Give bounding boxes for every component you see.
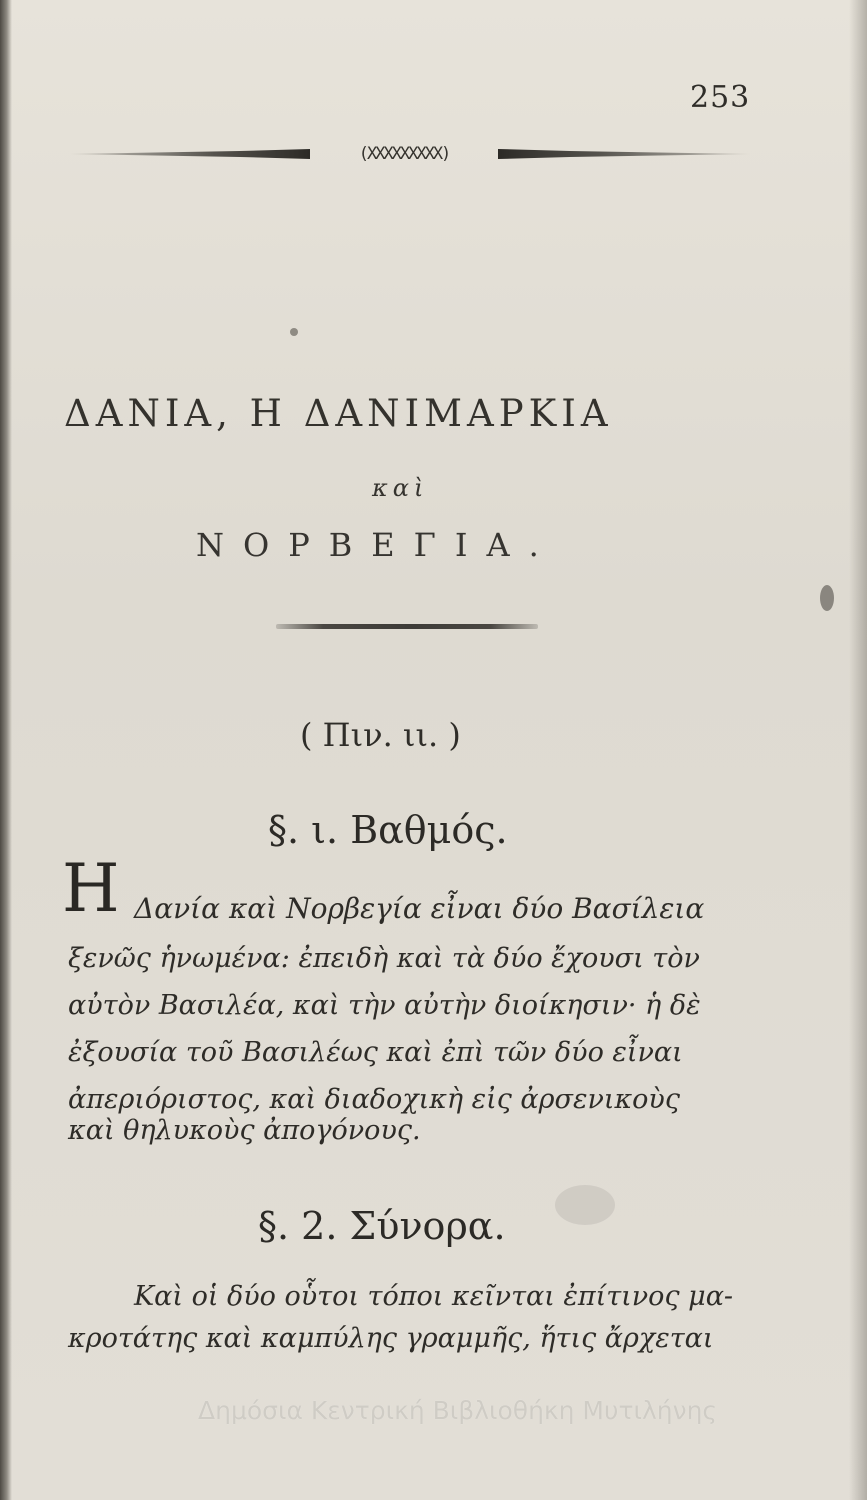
plate-reference: ( Πιν. ιι. ) — [300, 716, 461, 754]
paper-stain — [820, 585, 834, 611]
text-line: αὐτὸν Βασιλέα, καὶ τὴν αὐτὴν διοίκησιν· ἡ δὲ — [68, 990, 701, 1021]
text-line: καὶ θηλυκοὺς ἀπογόνους. — [68, 1115, 421, 1146]
section-heading: §. ι. Βαθμός. — [268, 808, 508, 852]
ornament-pattern: (XXXXXXXXX) — [358, 144, 450, 164]
text-line: ἀπεριόριστος, καὶ διαδοχικὴ εἰς ἀρσενικοὺς — [68, 1084, 680, 1115]
page-number: 253 — [690, 80, 751, 115]
text-line: ξενῶς ἡνωμένα: ἐπειδὴ καὶ τὰ δύο ἔχουσι τὸν — [68, 943, 700, 974]
chapter-title: ΔΑΝΙΑ, Η ΔΑΝΙΜΑΡΚΙΑ — [64, 392, 613, 435]
chapter-subtitle: ΝΟΡΒΕΓΙΑ. — [196, 526, 558, 564]
header-ornament-rule — [70, 142, 750, 166]
text-line: Καὶ οἱ δύο οὗτοι τόποι κεῖνται ἐπίτινος μα- — [134, 1281, 734, 1312]
text-line: ἐξουσία τοῦ Βασιλέως καὶ ἐπὶ τῶν δύο εἶναι — [68, 1037, 683, 1068]
library-watermark: Δημόσια Κεντρική Βιβλιοθήκη Μυτιλήνης — [198, 1396, 718, 1425]
drop-cap: Η — [62, 850, 120, 927]
title-divider — [276, 624, 538, 629]
paper-stain — [555, 1185, 615, 1225]
section-heading: §. 2. Σύνορα. — [258, 1204, 506, 1248]
paper-stain — [290, 328, 298, 336]
page-gutter-shadow — [0, 0, 12, 1500]
title-conjunction: καὶ — [372, 474, 429, 502]
text-line: Δανία καὶ Νορβεγία εἶναι δύο Βασίλεια — [134, 892, 705, 925]
text-line: κροτάτης καὶ καμπύλης γραμμῆς, ἥτις ἄρχεται — [68, 1323, 714, 1354]
page-edge-shadow — [849, 0, 867, 1500]
